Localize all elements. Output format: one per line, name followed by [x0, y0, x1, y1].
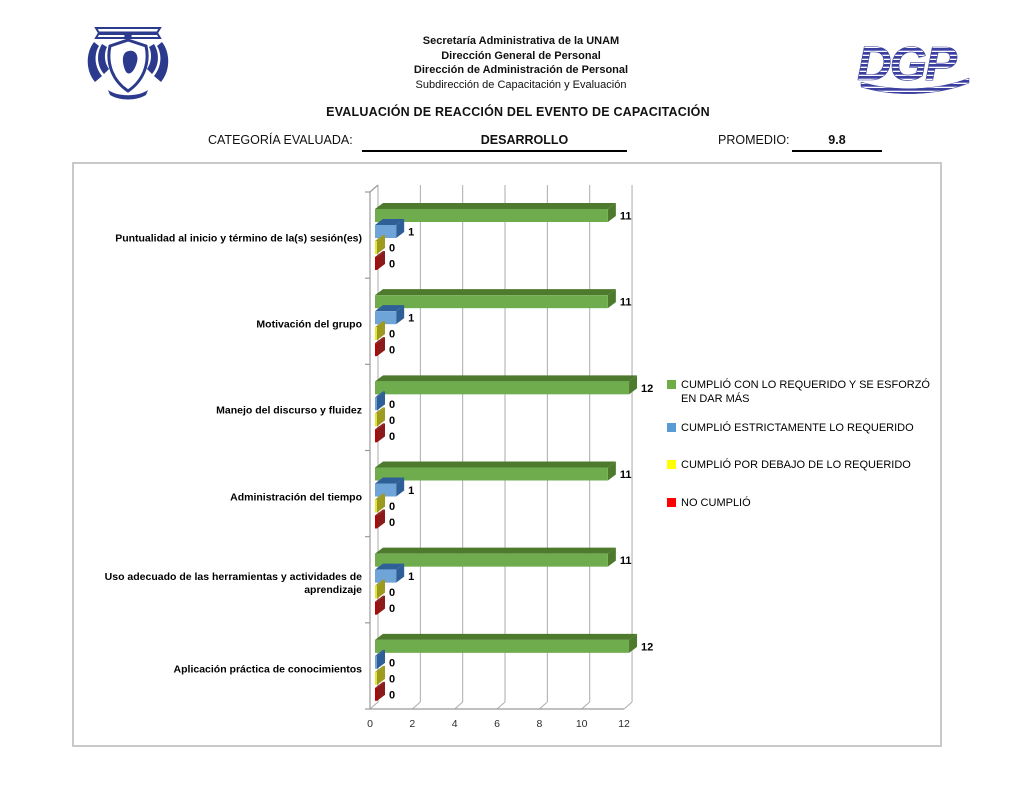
- bar-r5-s1: [375, 548, 616, 567]
- bar-value-label: 11: [619, 210, 632, 223]
- bar-value-label: 1: [408, 312, 415, 325]
- bar-front-face: [375, 343, 377, 356]
- org-line-4: Subdirección de Capacitación y Evaluación: [415, 78, 627, 91]
- bar-r3-s1: [375, 375, 637, 394]
- bar-value-label: 0: [389, 517, 396, 529]
- bar-top-face: [375, 203, 616, 209]
- bar-r1-s1: [375, 203, 616, 222]
- bar-r6-s1: [375, 634, 637, 653]
- bar-value-label: 12: [641, 641, 654, 654]
- category-label-6: Aplicación práctica de conocimientos: [173, 663, 362, 676]
- average-label: PROMEDIO:: [718, 133, 790, 147]
- bar-front-face: [375, 656, 377, 669]
- bar-front-face: [375, 429, 377, 442]
- bar-value-label: 1: [408, 571, 415, 584]
- bar-top-face: [375, 462, 616, 468]
- bar-r1-s2: [375, 219, 404, 238]
- org-line-1: Secretaría Administrativa de la UNAM: [422, 35, 620, 47]
- category-axis-labels: [78, 164, 362, 745]
- bar-r4-s1: [375, 462, 616, 481]
- legend-label: CUMPLIÓ CON LO REQUERIDO Y SE ESFORZÓ EN DAR MÁS: [681, 379, 930, 405]
- bar-value-label: 0: [389, 430, 396, 443]
- average-value: 9.8: [792, 130, 882, 152]
- bar-front-face: [375, 311, 396, 324]
- bar-value-label: 11: [619, 469, 632, 481]
- bar-value-label: 0: [389, 398, 396, 411]
- bar-value-label: 0: [389, 242, 396, 255]
- legend-item-3: [667, 458, 935, 472]
- gridline-floor-connector: [497, 702, 505, 709]
- category-label-2: Motivación del grupo: [256, 318, 362, 331]
- bar-front-face: [375, 257, 377, 270]
- legend-swatch-icon: [667, 380, 676, 389]
- bar-front-face: [375, 413, 377, 426]
- bar-value-label: 12: [641, 382, 654, 395]
- bar-value-label: 0: [389, 673, 396, 686]
- bar-value-label: 0: [389, 414, 396, 427]
- bar-value-label: 11: [619, 555, 632, 568]
- bar-top-face: [375, 548, 616, 554]
- bar-value-label: 0: [389, 328, 396, 341]
- bar-top-face: [375, 375, 637, 381]
- bar-front-face: [375, 225, 396, 238]
- category-label-5: Uso adecuado de las herramientas y actividades de aprendizaje: [104, 570, 362, 596]
- bar-front-face: [375, 241, 377, 254]
- bar-value-label: 11: [619, 296, 632, 309]
- chart-container: [72, 162, 942, 747]
- bar-value-label: 0: [389, 344, 396, 357]
- x-tick-label: 8: [536, 718, 543, 730]
- gridline-floor-connector: [582, 702, 590, 709]
- bar-value-label: 0: [389, 587, 396, 600]
- bar-front-face: [375, 209, 608, 222]
- x-tick-label: 10: [575, 718, 588, 730]
- bar-value-label: 1: [408, 226, 415, 239]
- bar-front-face: [375, 397, 377, 410]
- bar-r2-s2: [375, 305, 404, 324]
- bar-value-label: 0: [389, 657, 396, 670]
- bar-value-label: 0: [389, 603, 396, 616]
- category-evaluated-value: DESARROLLO: [362, 130, 627, 152]
- bar-front-face: [375, 484, 396, 497]
- legend-swatch-icon: [667, 423, 676, 432]
- dgp-logo-text: DGP: [857, 38, 956, 91]
- bar-value-label: 0: [389, 689, 396, 702]
- legend-swatch-icon: [667, 498, 676, 507]
- bar-front-face: [375, 586, 377, 599]
- legend-label: CUMPLIÓ ESTRICTAMENTE LO REQUERIDO: [681, 422, 914, 434]
- bar-front-face: [375, 554, 608, 567]
- unam-shield-logo: [82, 24, 174, 104]
- bar-value-label: 1: [408, 485, 415, 497]
- legend-item-1: [667, 378, 935, 406]
- bar-front-face: [375, 640, 629, 653]
- gridline-floor-connector: [412, 702, 420, 709]
- bar-r4-s2: [375, 478, 404, 497]
- x-tick-label: 2: [409, 718, 416, 730]
- bar-r5-s2: [375, 564, 404, 583]
- axis-corner-connector: [370, 185, 378, 192]
- legend-label: CUMPLIÓ POR DEBAJO DE LO REQUERIDO: [681, 459, 911, 471]
- legend-swatch-icon: [667, 460, 676, 469]
- x-tick-label: 12: [618, 718, 630, 730]
- bar-front-face: [375, 570, 396, 583]
- org-line-2: Dirección General de Personal: [441, 49, 601, 62]
- bar-front-face: [375, 468, 608, 481]
- bar-value-label: 0: [389, 501, 396, 513]
- org-line-3: Dirección de Administración de Personal: [413, 64, 629, 76]
- bar-front-face: [375, 602, 377, 615]
- page-title: EVALUACIÓN DE REACCIÓN DEL EVENTO DE CAPACITACIÓN: [326, 105, 710, 119]
- x-tick-label: 4: [451, 718, 458, 730]
- legend-item-2: [667, 421, 935, 435]
- bar-front-face: [375, 516, 377, 529]
- category-label-3: Manejo del discurso y fluidez: [216, 404, 362, 417]
- bar-front-face: [375, 295, 608, 308]
- bar-front-face: [375, 327, 377, 340]
- bar-front-face: [375, 688, 377, 701]
- dgp-logo: [853, 36, 977, 98]
- bar-front-face: [375, 500, 377, 513]
- category-evaluated-label: CATEGORÍA EVALUADA:: [208, 133, 353, 147]
- bar-value-label: 0: [389, 258, 396, 271]
- bar-front-face: [375, 672, 377, 685]
- bar-front-face: [375, 381, 629, 394]
- x-tick-label: 0: [367, 718, 373, 730]
- category-label-1: Puntualidad al inicio y término de la(s) sesión(es): [115, 232, 362, 245]
- legend-label: NO CUMPLIÓ: [681, 497, 751, 509]
- legend-item-4: [667, 496, 935, 510]
- gridline-floor-connector: [539, 702, 547, 709]
- x-tick-label: 6: [494, 718, 500, 730]
- gridline-floor-connector: [455, 702, 463, 709]
- bar-top-face: [375, 634, 637, 640]
- gridline-floor-connector: [624, 702, 632, 709]
- bar-top-face: [375, 289, 616, 295]
- bar-r2-s1: [375, 289, 616, 308]
- org-header: [221, 34, 821, 92]
- gridline-floor-connector: [370, 702, 378, 709]
- category-label-4: Administración del tiempo: [230, 491, 362, 503]
